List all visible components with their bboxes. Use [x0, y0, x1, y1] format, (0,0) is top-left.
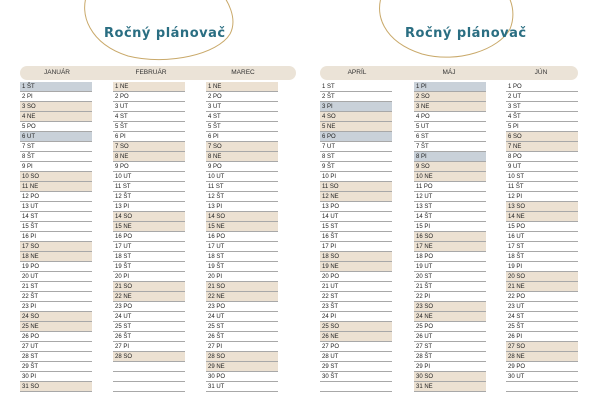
- day-row: 7 SO: [206, 142, 278, 152]
- day-row: 23 UT: [506, 302, 578, 312]
- day-row: 5 PO: [20, 122, 92, 132]
- month-label-marec: MAREC: [231, 69, 255, 76]
- day-row: 11 NE: [20, 182, 92, 192]
- day-row: 13 ST: [414, 202, 486, 212]
- day-row: 12 PI: [506, 192, 578, 202]
- day-row: 30 UT: [506, 372, 578, 382]
- day-row: 11 ST: [113, 182, 185, 192]
- day-row: 14 NE: [506, 212, 578, 222]
- day-row: 26 NE: [320, 332, 392, 342]
- day-row: 9 PO: [206, 162, 278, 172]
- day-row: 22 NE: [206, 292, 278, 302]
- day-row: 23 PO: [206, 302, 278, 312]
- day-row: 18 NE: [20, 252, 92, 262]
- day-row: 19 UT: [414, 262, 486, 272]
- day-row: 4 NE: [20, 112, 92, 122]
- day-row: 9 PO: [113, 162, 185, 172]
- day-row: 21 UT: [320, 282, 392, 292]
- day-row: 26 ŠT: [113, 332, 185, 342]
- day-row: 4 ST: [206, 112, 278, 122]
- day-row: 28 ST: [20, 352, 92, 362]
- day-row: 7 ST: [20, 142, 92, 152]
- day-row: 3 ST: [506, 102, 578, 112]
- day-row: 8 PO: [506, 152, 578, 162]
- day-row: 9 PI: [20, 162, 92, 172]
- day-row: 28 SO: [113, 352, 185, 362]
- day-row: 30 ŠT: [320, 372, 392, 382]
- day-row: 23 SO: [414, 302, 486, 312]
- day-row: 26 PO: [20, 332, 92, 342]
- day-row: 16 PI: [20, 232, 92, 242]
- day-row: 24 UT: [113, 312, 185, 322]
- day-row: 1 ŠT: [20, 82, 92, 92]
- day-row: 13 SO: [506, 202, 578, 212]
- day-row: 3 SO: [20, 102, 92, 112]
- day-row: 29 PI: [414, 362, 486, 372]
- day-row: 23 PI: [20, 302, 92, 312]
- day-row: 5 PI: [506, 122, 578, 132]
- day-row: 26 UT: [414, 332, 486, 342]
- day-row: 25 PO: [414, 322, 486, 332]
- day-row: 6 UT: [20, 132, 92, 142]
- day-row: 1 PO: [506, 82, 578, 92]
- day-row: 28 ŠT: [414, 352, 486, 362]
- day-row: 6 ST: [414, 132, 486, 142]
- day-row: 14 SO: [206, 212, 278, 222]
- day-row: 19 PO: [20, 262, 92, 272]
- day-row: 31 UT: [206, 382, 278, 392]
- day-column: [414, 82, 486, 392]
- day-row: 3 UT: [113, 102, 185, 112]
- day-row: 4 SO: [320, 112, 392, 122]
- day-row: 26 ŠT: [206, 332, 278, 342]
- day-row: 16 UT: [506, 232, 578, 242]
- day-row: 3 PI: [320, 102, 392, 112]
- day-row: 11 ŠT: [506, 182, 578, 192]
- day-row: 17 UT: [206, 242, 278, 252]
- day-row: 1 NE: [113, 82, 185, 92]
- day-row: 8 ST: [320, 152, 392, 162]
- day-row: 15 PO: [506, 222, 578, 232]
- day-row: 31 SO: [20, 382, 92, 392]
- day-row: 29 ST: [320, 362, 392, 372]
- day-row: 22 PO: [506, 292, 578, 302]
- page-title: Ročný plánovač: [104, 26, 226, 41]
- day-row: 7 NE: [506, 142, 578, 152]
- day-row: 2 SO: [414, 92, 486, 102]
- day-row: 27 ST: [414, 342, 486, 352]
- day-row: 1 PI: [414, 82, 486, 92]
- day-row: 15 NE: [113, 222, 185, 232]
- empty-day-row: [113, 362, 185, 372]
- day-row: 15 ST: [320, 222, 392, 232]
- day-row: 4 PO: [414, 112, 486, 122]
- day-row: 18 PO: [414, 252, 486, 262]
- day-row: 27 PI: [113, 342, 185, 352]
- day-row: 5 ŠT: [113, 122, 185, 132]
- day-row: 24 ST: [506, 312, 578, 322]
- page-title: Ročný plánovač: [405, 26, 527, 41]
- day-row: 30 PO: [206, 372, 278, 382]
- day-column: [20, 82, 92, 392]
- day-row: 14 SO: [113, 212, 185, 222]
- day-row: 27 PO: [320, 342, 392, 352]
- day-row: 18 ST: [206, 252, 278, 262]
- day-row: 19 NE: [320, 262, 392, 272]
- day-row: 8 NE: [206, 152, 278, 162]
- day-column: [320, 82, 392, 392]
- day-row: 13 PI: [113, 202, 185, 212]
- day-row: 16 PO: [206, 232, 278, 242]
- day-row: 21 ST: [20, 282, 92, 292]
- day-row: 3 UT: [206, 102, 278, 112]
- day-row: 3 NE: [414, 102, 486, 112]
- day-row: 11 PO: [414, 182, 486, 192]
- day-row: 20 SO: [506, 272, 578, 282]
- day-row: 29 PO: [506, 362, 578, 372]
- day-row: 18 ST: [113, 252, 185, 262]
- day-row: 23 ŠT: [320, 302, 392, 312]
- day-row: 17 NE: [414, 242, 486, 252]
- day-row: 20 PI: [113, 272, 185, 282]
- day-row: 21 SO: [113, 282, 185, 292]
- day-row: 12 PO: [20, 192, 92, 202]
- day-row: 17 SO: [20, 242, 92, 252]
- day-column: [506, 82, 578, 392]
- day-row: 13 UT: [20, 202, 92, 212]
- day-row: 5 UT: [414, 122, 486, 132]
- day-row: 25 NE: [20, 322, 92, 332]
- day-row: 14 ST: [20, 212, 92, 222]
- day-column: [113, 82, 185, 392]
- empty-day-row: [320, 382, 392, 392]
- day-row: 27 PI: [206, 342, 278, 352]
- day-row: 7 SO: [113, 142, 185, 152]
- day-row: 5 NE: [320, 122, 392, 132]
- day-row: 14 UT: [320, 212, 392, 222]
- day-row: 11 SO: [320, 182, 392, 192]
- day-row: 15 ŠT: [20, 222, 92, 232]
- day-row: 6 PI: [113, 132, 185, 142]
- day-row: 19 PI: [506, 262, 578, 272]
- day-row: 12 NE: [320, 192, 392, 202]
- day-row: 16 SO: [414, 232, 486, 242]
- day-row: 24 SO: [20, 312, 92, 322]
- day-row: 27 UT: [20, 342, 92, 352]
- day-row: 20 PI: [206, 272, 278, 282]
- day-row: 31 NE: [414, 382, 486, 392]
- day-row: 22 ŠT: [20, 292, 92, 302]
- day-row: 26 PI: [506, 332, 578, 342]
- day-row: 2 ŠT: [320, 92, 392, 102]
- day-row: 4 ŠT: [506, 112, 578, 122]
- day-row: 24 PI: [320, 312, 392, 322]
- day-row: 13 PO: [320, 202, 392, 212]
- day-row: 18 SO: [320, 252, 392, 262]
- day-row: 10 ST: [506, 172, 578, 182]
- day-row: 30 PI: [20, 372, 92, 382]
- day-row: 10 UT: [113, 172, 185, 182]
- day-row: 10 PI: [320, 172, 392, 182]
- day-row: 8 ŠT: [20, 152, 92, 162]
- day-row: 6 PO: [320, 132, 392, 142]
- day-row: 4 ST: [113, 112, 185, 122]
- day-row: 17 ST: [506, 242, 578, 252]
- empty-day-row: [113, 382, 185, 392]
- day-row: 9 ŠT: [320, 162, 392, 172]
- day-row: 17 UT: [113, 242, 185, 252]
- day-row: 13 PI: [206, 202, 278, 212]
- day-row: 1 ST: [320, 82, 392, 92]
- day-row: 28 UT: [320, 352, 392, 362]
- planner-page-right: [300, 0, 600, 404]
- day-row: 12 UT: [414, 192, 486, 202]
- day-row: 28 SO: [206, 352, 278, 362]
- day-row: 29 NE: [206, 362, 278, 372]
- day-row: 21 SO: [206, 282, 278, 292]
- day-row: 9 UT: [506, 162, 578, 172]
- day-row: 20 UT: [20, 272, 92, 282]
- day-row: 17 PI: [320, 242, 392, 252]
- day-row: 16 ŠT: [320, 232, 392, 242]
- day-row: 22 PI: [414, 292, 486, 302]
- day-row: 21 ŠT: [414, 282, 486, 292]
- day-row: 2 UT: [506, 92, 578, 102]
- month-label-jun: JÚN: [534, 69, 548, 76]
- day-row: 27 SO: [506, 342, 578, 352]
- day-row: 19 ŠT: [206, 262, 278, 272]
- day-row: 7 ŠT: [414, 142, 486, 152]
- month-label-april: APRÍL: [347, 69, 367, 76]
- day-row: 15 PI: [414, 222, 486, 232]
- day-row: 25 ST: [113, 322, 185, 332]
- day-row: 8 NE: [113, 152, 185, 162]
- day-row: 22 ST: [320, 292, 392, 302]
- day-row: 25 ST: [206, 322, 278, 332]
- day-row: 10 SO: [20, 172, 92, 182]
- day-row: 20 ST: [414, 272, 486, 282]
- day-row: 30 SO: [414, 372, 486, 382]
- day-row: 6 SO: [506, 132, 578, 142]
- day-row: 24 NE: [414, 312, 486, 322]
- day-row: 20 PO: [320, 272, 392, 282]
- day-row: 16 PO: [113, 232, 185, 242]
- day-row: 25 SO: [320, 322, 392, 332]
- day-row: 2 PI: [20, 92, 92, 102]
- day-row: 10 NE: [414, 172, 486, 182]
- day-row: 12 ŠT: [206, 192, 278, 202]
- day-row: 24 UT: [206, 312, 278, 322]
- day-row: 8 PI: [414, 152, 486, 162]
- day-row: 12 ŠT: [113, 192, 185, 202]
- day-row: 15 NE: [206, 222, 278, 232]
- day-row: 2 PO: [206, 92, 278, 102]
- day-row: 5 ŠT: [206, 122, 278, 132]
- month-label-januar: JANUÁR: [43, 69, 70, 76]
- day-row: 25 ŠT: [506, 322, 578, 332]
- day-row: 10 UT: [206, 172, 278, 182]
- day-row: 22 NE: [113, 292, 185, 302]
- day-column: [206, 82, 278, 392]
- empty-day-row: [113, 372, 185, 382]
- day-row: 6 PI: [206, 132, 278, 142]
- month-label-februar: FEBRUÁR: [135, 69, 167, 76]
- day-row: 29 ŠT: [20, 362, 92, 372]
- day-row: 28 NE: [506, 352, 578, 362]
- day-row: 19 ŠT: [113, 262, 185, 272]
- day-row: 14 ŠT: [414, 212, 486, 222]
- day-row: 7 UT: [320, 142, 392, 152]
- empty-day-row: [506, 382, 578, 392]
- day-row: 21 NE: [506, 282, 578, 292]
- month-label-maj: MÁJ: [442, 69, 456, 76]
- day-row: 18 ŠT: [506, 252, 578, 262]
- day-row: 11 ST: [206, 182, 278, 192]
- day-row: 9 SO: [414, 162, 486, 172]
- day-row: 23 PO: [113, 302, 185, 312]
- day-row: 1 NE: [206, 82, 278, 92]
- day-row: 2 PO: [113, 92, 185, 102]
